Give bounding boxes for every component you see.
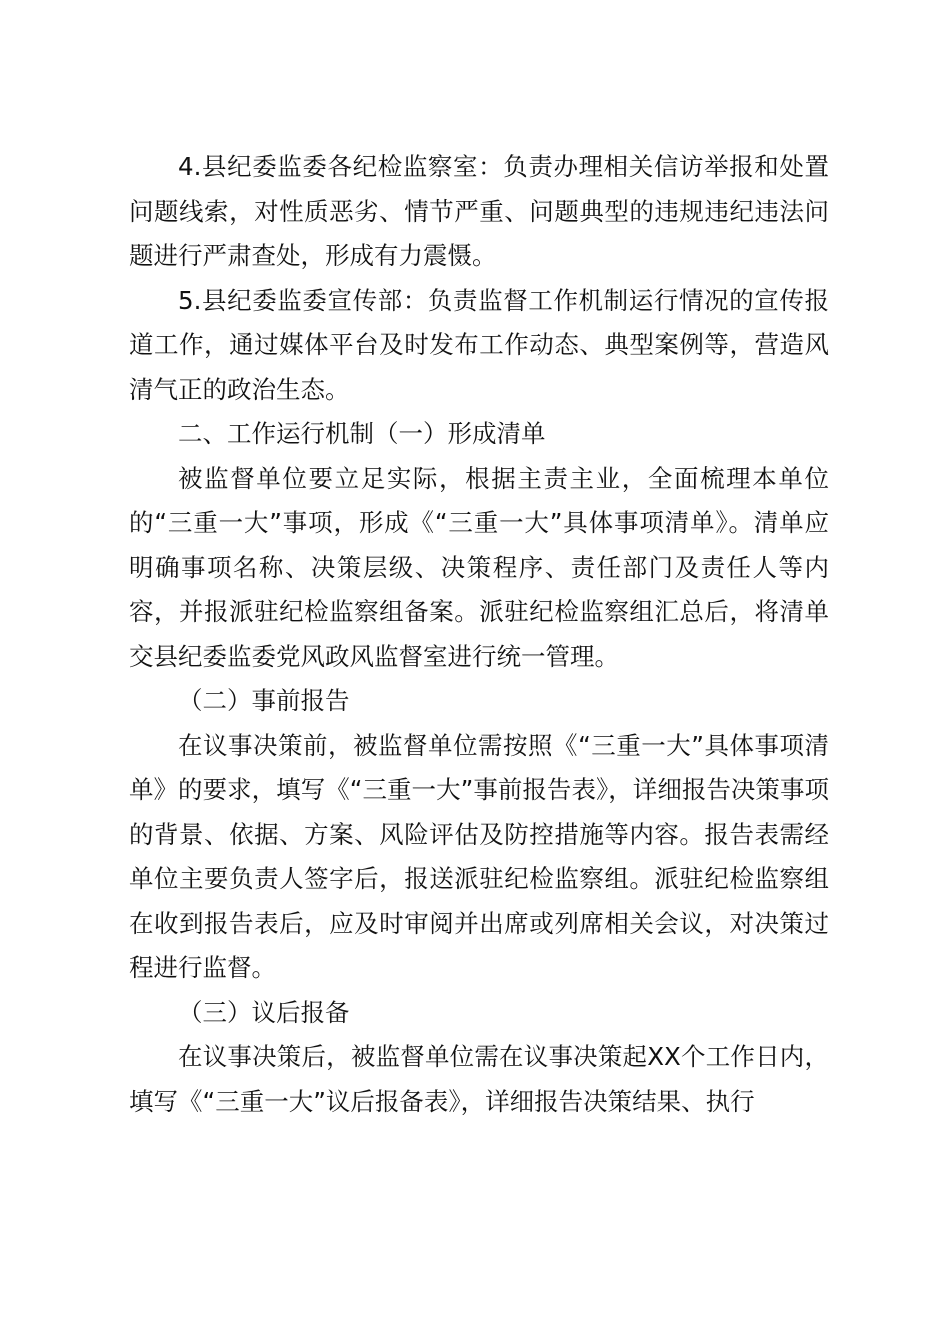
subheading-pre-report: （二）事前报告 (178, 686, 350, 715)
section-heading-work-mechanism: 二、工作运行机制（一）形成清单 (178, 419, 546, 448)
paragraph-pre-report: 在议事决策前，被监督单位需按照《“三重一大”具体事项清单》的要求，填写《“三重一大”事前报告表》，详细报告决策事项的背景、依据、方案、风险评估及防控措施等内容。报告表需经单位主要负责人签字后，报送派驻纪检监察组。派驻纪检监察组在收到报告表后，应及时审阅并出席或列席相关会议，对决策过程进行监督。 (129, 730, 829, 982)
paragraph-discipline-inspection-rooms: 4.县纪委监委各纪检监察室：负责办理相关信访举报和处置问题线索，对性质恶劣、情节严重、问题典型的违规违纪违法问题进行严肃查处，形成有力震慑。 (129, 152, 829, 270)
paragraph-post-filing: 在议事决策后，被监督单位需在议事决策起XX个工作日内，填写《“三重一大”议后报备表》，详细报告决策结果、执行 (129, 1042, 829, 1116)
paragraph-publicity-department: 5.县纪委监委宣传部：负责监督工作机制运行情况的宣传报道工作，通过媒体平台及时发布工作动态、典型案例等，营造风清气正的政治生态。 (129, 285, 829, 404)
paragraph-form-list: 被监督单位要立足实际，根据主责主业，全面梳理本单位的“三重一大”事项，形成《“三重一大”具体事项清单》。清单应明确事项名称、决策层级、决策程序、责任部门及责任人等内容，并报派驻纪检监察组备案。派驻纪检监察组汇总后，将清单交县纪委监委党风政风监督室进行统一管理。 (129, 463, 829, 671)
subheading-post-filing: （三）议后报备 (178, 997, 350, 1027)
document-body (129, 145, 829, 1124)
